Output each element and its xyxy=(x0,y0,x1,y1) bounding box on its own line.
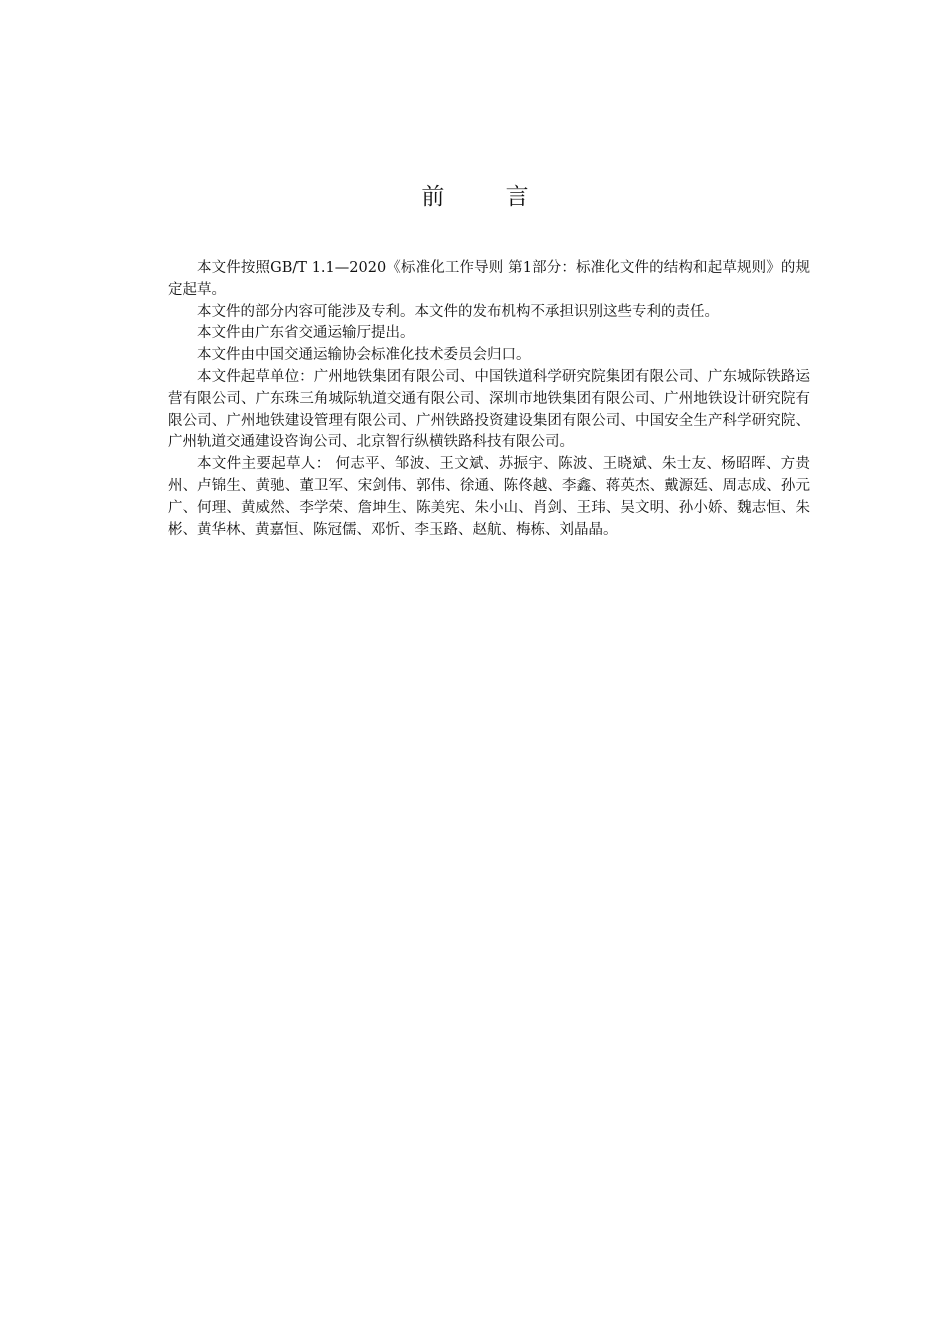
administrator-paragraph: 本文件由中国交通运输协会标准化技术委员会归口。 xyxy=(197,347,531,364)
proposer-paragraph: 本文件由广东省交通运输厅提出。 xyxy=(197,325,415,342)
foreword-body xyxy=(168,258,810,541)
drafters-paragraph: 本文件主要起草人： 何志平、邹波、王文斌、苏振宇、陈波、王晓斌、朱士友、杨昭晖、方贵州、卢锦生、黄驰、董卫军、宋剑伟、郭伟、徐通、陈佟越、李鑫、蒋英杰、戴源廷、周志成、孙元广、何理、黄威然、李学荣、詹坤生、陈美宪、朱小山、肖剑、王玮、吴文明、孙小娇、魏志恒、朱彬、黄华林、黄嘉恒、陈冠儒、邓忻、李玉路、赵航、梅栋、刘晶晶。 xyxy=(168,456,810,538)
drafting-units-paragraph: 本文件起草单位：广州地铁集团有限公司、中国铁道科学研究院集团有限公司、广东城际铁路运营有限公司、广东珠三角城际轨道交通有限公司、深圳市地铁集团有限公司、广州地铁设计研究院有限公司、广州地铁建设管理有限公司、广州铁路投资建设集团有限公司、中国安全生产科学研究院、广州轨道交通建设咨询公司、北京智行纵横铁路科技有限公司。 xyxy=(168,368,810,451)
patent-notice-paragraph: 本文件的部分内容可能涉及专利。本文件的发布机构不承担识别这些专利的责任。 xyxy=(197,303,719,320)
page-title: 前 言 xyxy=(421,184,556,210)
drafting-rules-paragraph: 本文件按照GB/T 1.1—2020《标准化工作导则 第1部分：标准化文件的结构和起草规则》的规定起草。 xyxy=(168,260,810,298)
